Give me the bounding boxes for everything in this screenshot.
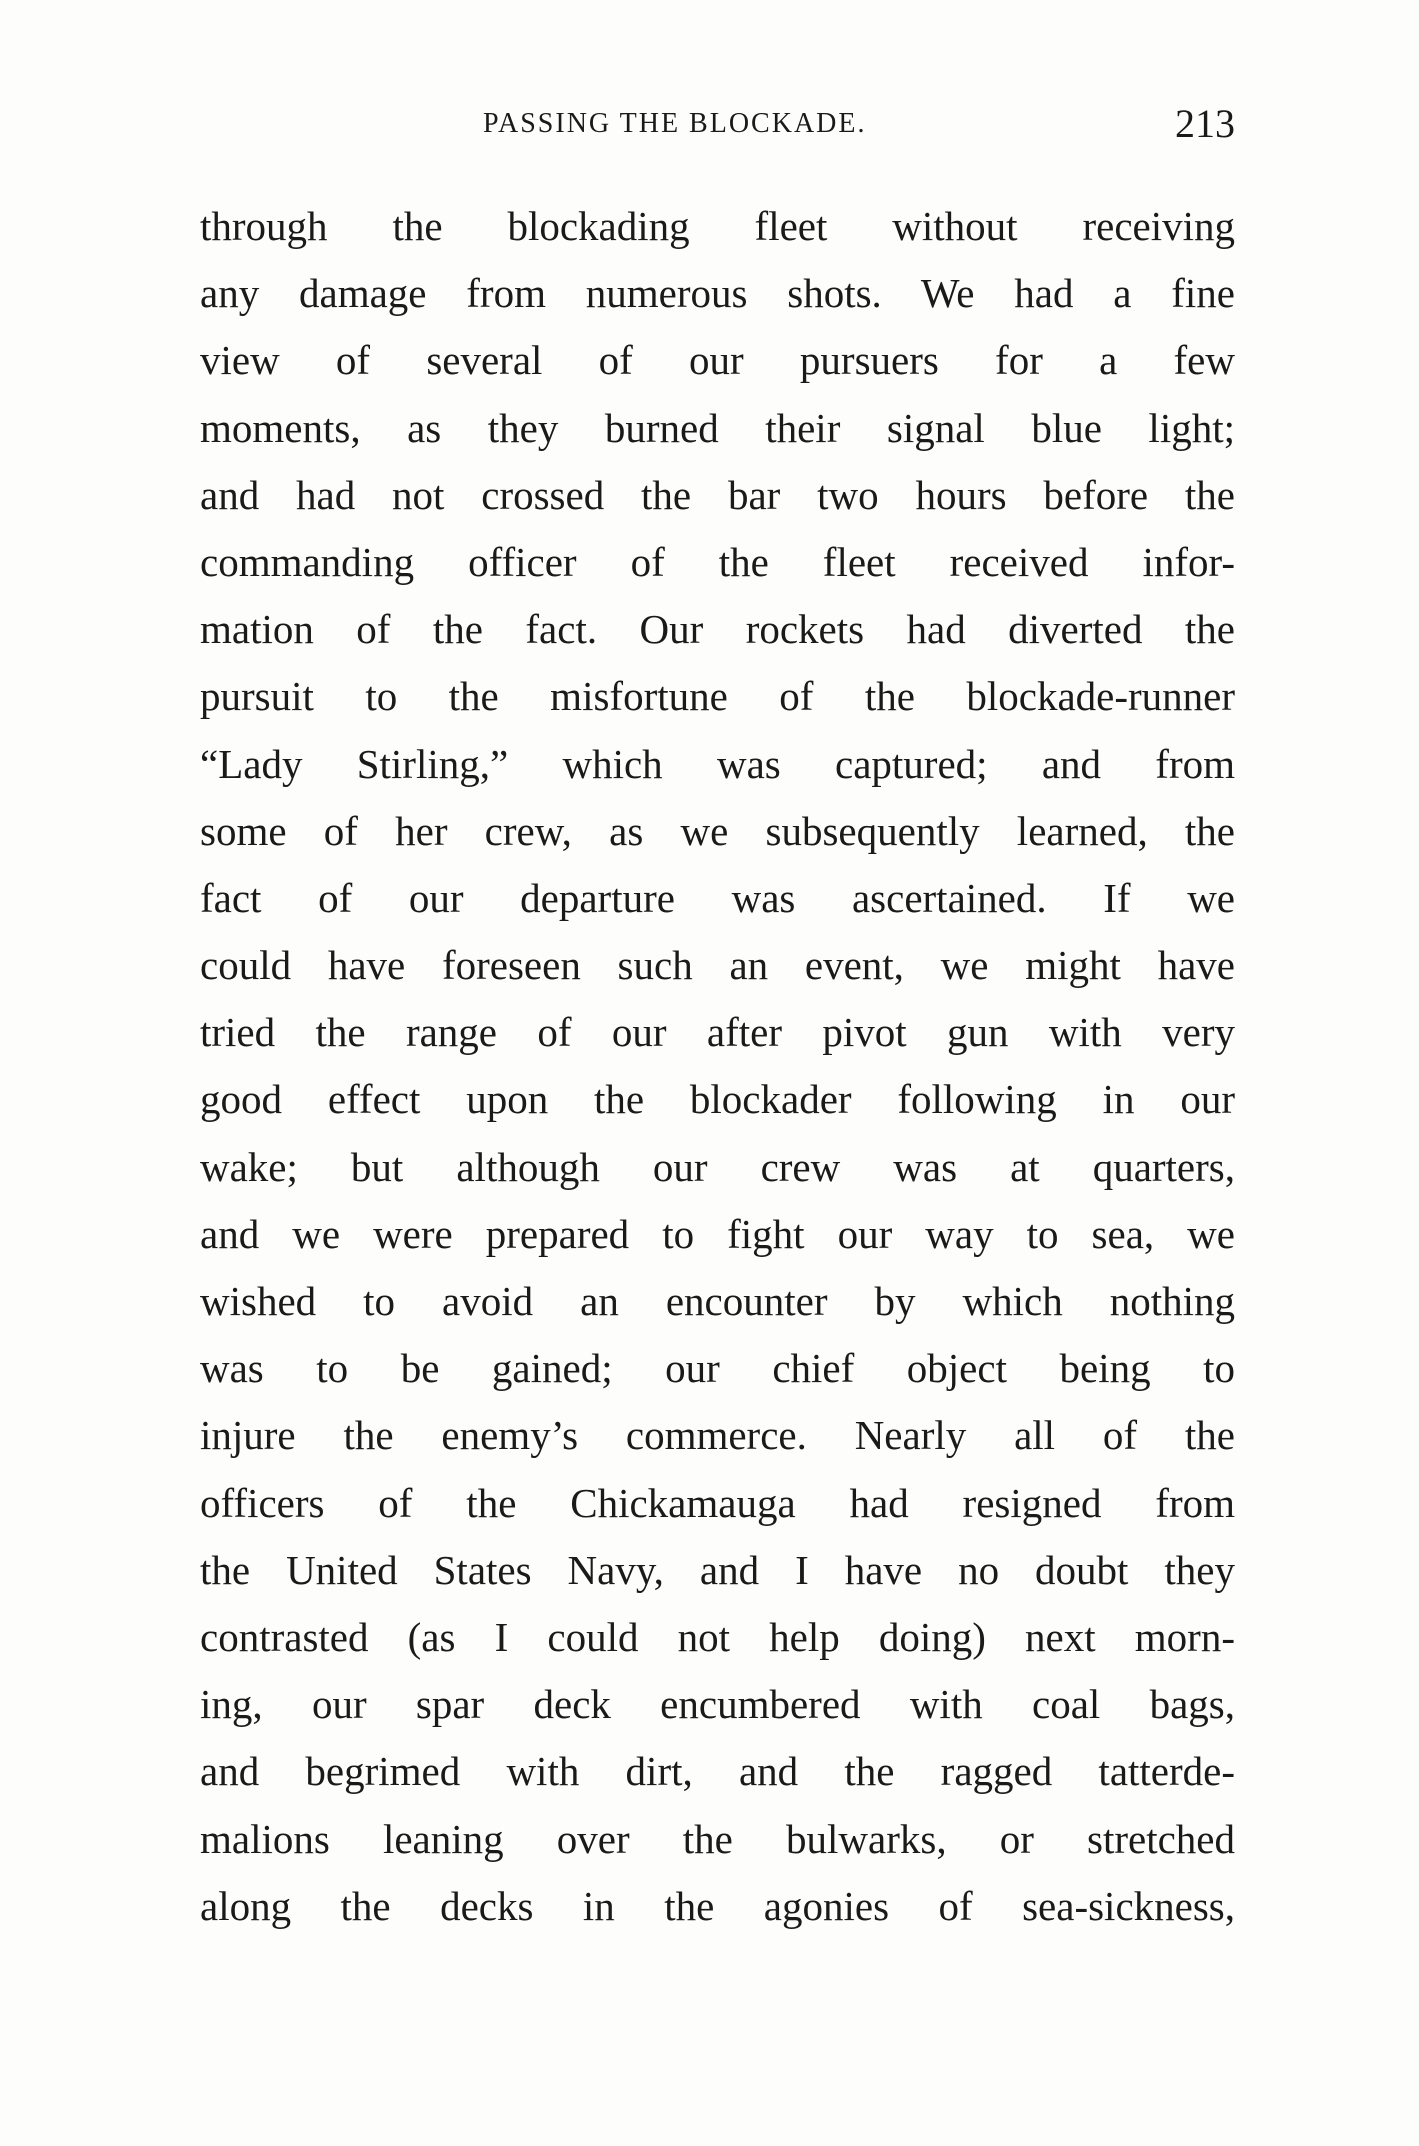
text-line: any damage from numerous shots. We had a fine xyxy=(200,270,1235,317)
text-line: and begrimed with dirt, and the ragged tatterde- xyxy=(200,1748,1235,1795)
text-line: pursuit to the misfortune of the blockade-runner xyxy=(200,673,1235,720)
text-line: fact of our departure was ascertained. If we xyxy=(200,874,1235,921)
text-line: was to be gained; our chief object being to xyxy=(200,1345,1235,1392)
text-line: wake; but although our crew was at quarters, xyxy=(200,1143,1235,1190)
text-line: officers of the Chickamauga had resigned from xyxy=(200,1479,1235,1526)
text-line: malions leaning over the bulwarks, or stretched xyxy=(200,1815,1235,1862)
text-line: mation of the fact. Our rockets had diverted the xyxy=(200,606,1235,653)
text-line: ing, our spar deck encumbered with coal bags, xyxy=(200,1681,1235,1728)
text-line: wished to avoid an encounter by which nothing xyxy=(200,1278,1235,1324)
text-line: some of her crew, as we subsequently learned, the xyxy=(200,807,1235,854)
text-line: the United States Navy, and I have no doubt they xyxy=(200,1546,1235,1593)
text-line: “Lady Stirling,” which was captured; and from xyxy=(200,740,1235,787)
text-line: could have foreseen such an event, we might have xyxy=(200,942,1235,989)
text-line: injure the enemy’s commerce. Nearly all of the xyxy=(200,1412,1235,1459)
text-line: commanding officer of the fleet received infor- xyxy=(200,538,1235,585)
text-line: and had not crossed the bar two hours before the xyxy=(200,471,1235,518)
text-line: good effect upon the blockader following in our xyxy=(200,1076,1235,1123)
text-line: through the blockading fleet without receiving xyxy=(200,203,1235,249)
text-line: along the decks in the agonies of sea-sickness, xyxy=(200,1882,1235,1929)
text-line: view of several of our pursuers for a few xyxy=(200,337,1235,384)
text-line: and we were prepared to fight our way to sea, we xyxy=(200,1210,1235,1257)
body-text xyxy=(200,193,1235,1940)
text-line: tried the range of our after pivot gun with very xyxy=(200,1009,1235,1056)
running-head xyxy=(200,100,1235,150)
page-number: 213 xyxy=(1175,101,1235,146)
text-line: contrasted (as I could not help doing) next morn- xyxy=(200,1613,1235,1660)
text-line: moments, as they burned their signal blue light; xyxy=(200,404,1235,451)
running-title: PASSING THE BLOCKADE. xyxy=(483,108,867,139)
